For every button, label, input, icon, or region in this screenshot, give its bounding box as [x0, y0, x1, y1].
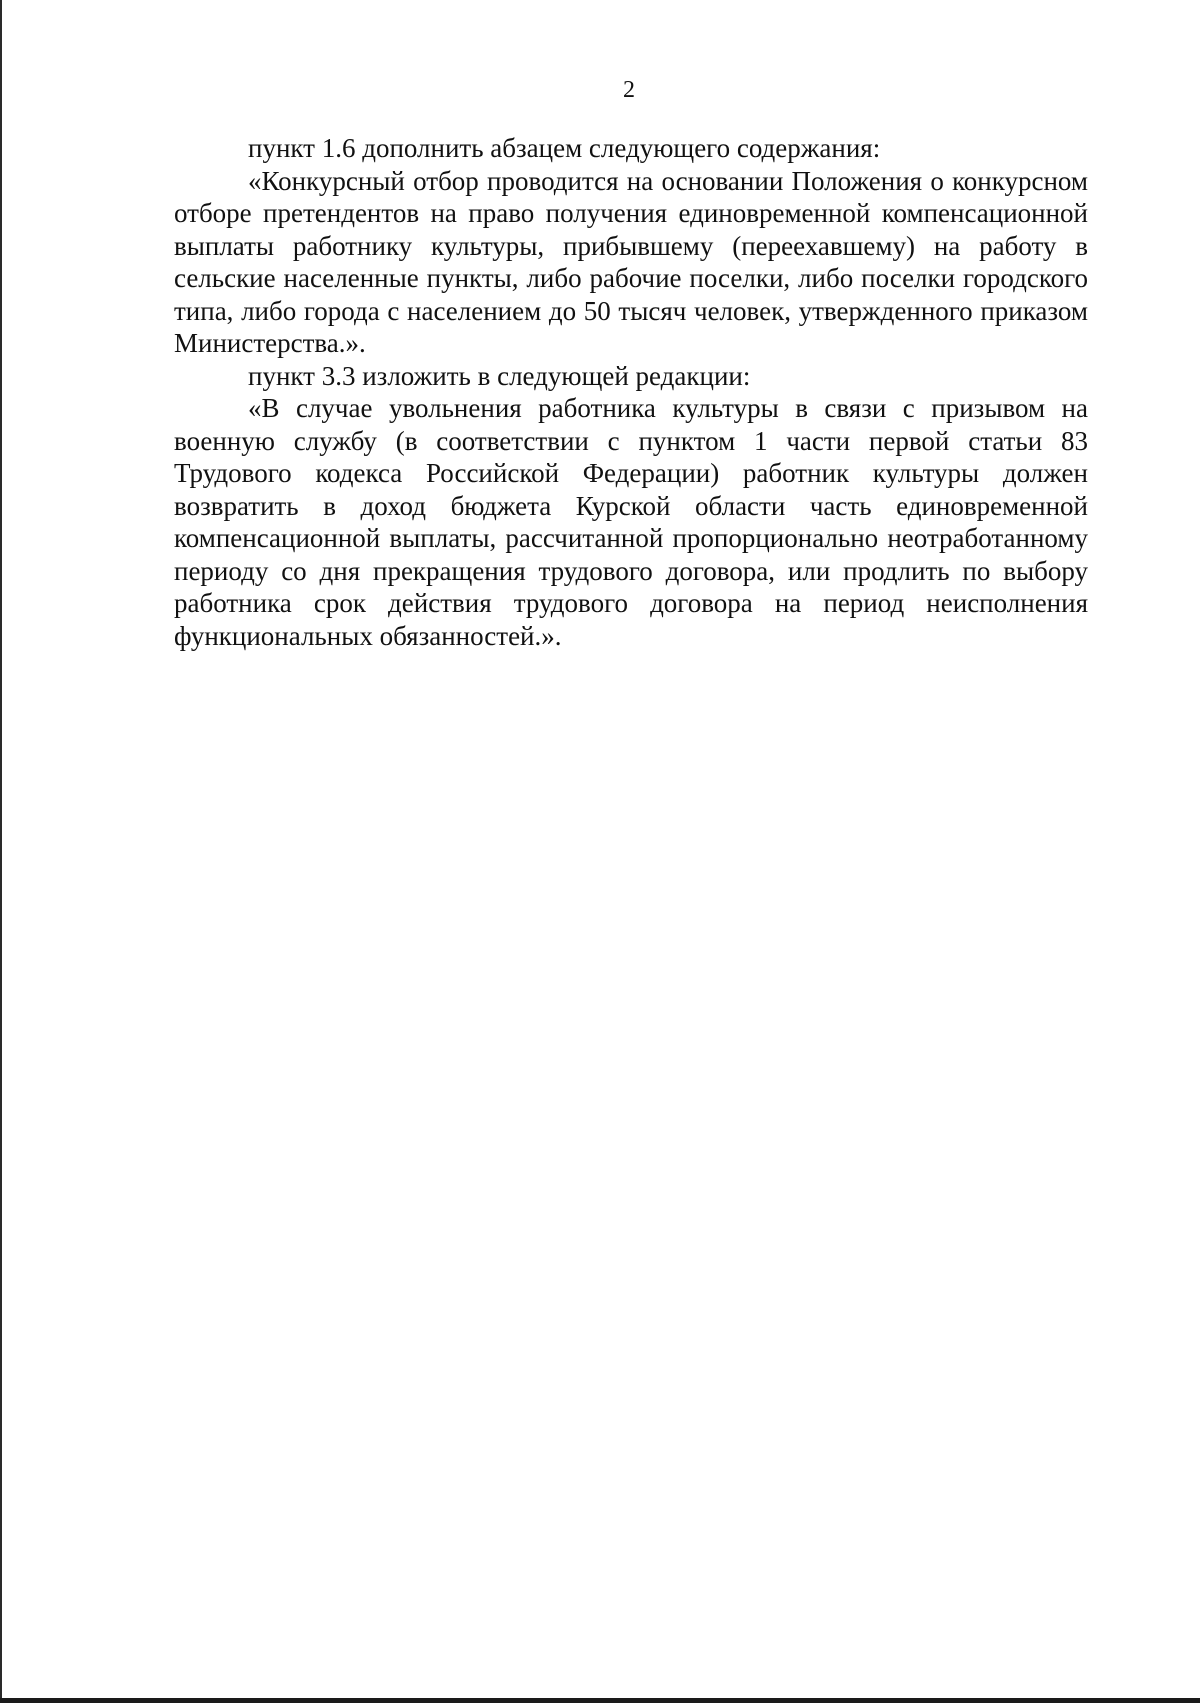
scan-edge-left [0, 0, 2, 1703]
page-number: 2 [623, 77, 635, 103]
paragraph-amend-3-3: пункт 3.3 изложить в следующей редакции: [248, 360, 751, 391]
paragraph-quote-dismissal: «В случае увольнения работника культуры в связи с призывом на военную службу (в соответствии с пунктом 1 части первой статьи 83 Трудового кодекса Российской Федерации) работник культуры должен возвратить в доход бюджета Курской области часть единовременной компенсационной выплаты, рассчитанной пропорционально неотработанному периоду со дня прекращения трудового договора, или продлить по выбору работника срок действия трудового договора на период неисполнения функциональных обязанностей.». [174, 393, 1088, 651]
paragraph-quote-competition: «Конкурсный отбор проводится на основании Положения о конкурсном отборе претендентов на право получения единовременной компенсационной выплаты работнику культуры, прибывшему (переехавшему) на работу в сельские населенные пункты, либо рабочие поселки, либо поселки городского типа, либо города с населением до 50 тысяч человек, утвержденного приказом Министерства.». [174, 165, 1088, 358]
scan-edge-bottom [0, 1698, 1200, 1703]
document-body [174, 132, 1088, 652]
paragraph-amend-1-6: пункт 1.6 дополнить абзацем следующего содержания: [248, 133, 881, 163]
